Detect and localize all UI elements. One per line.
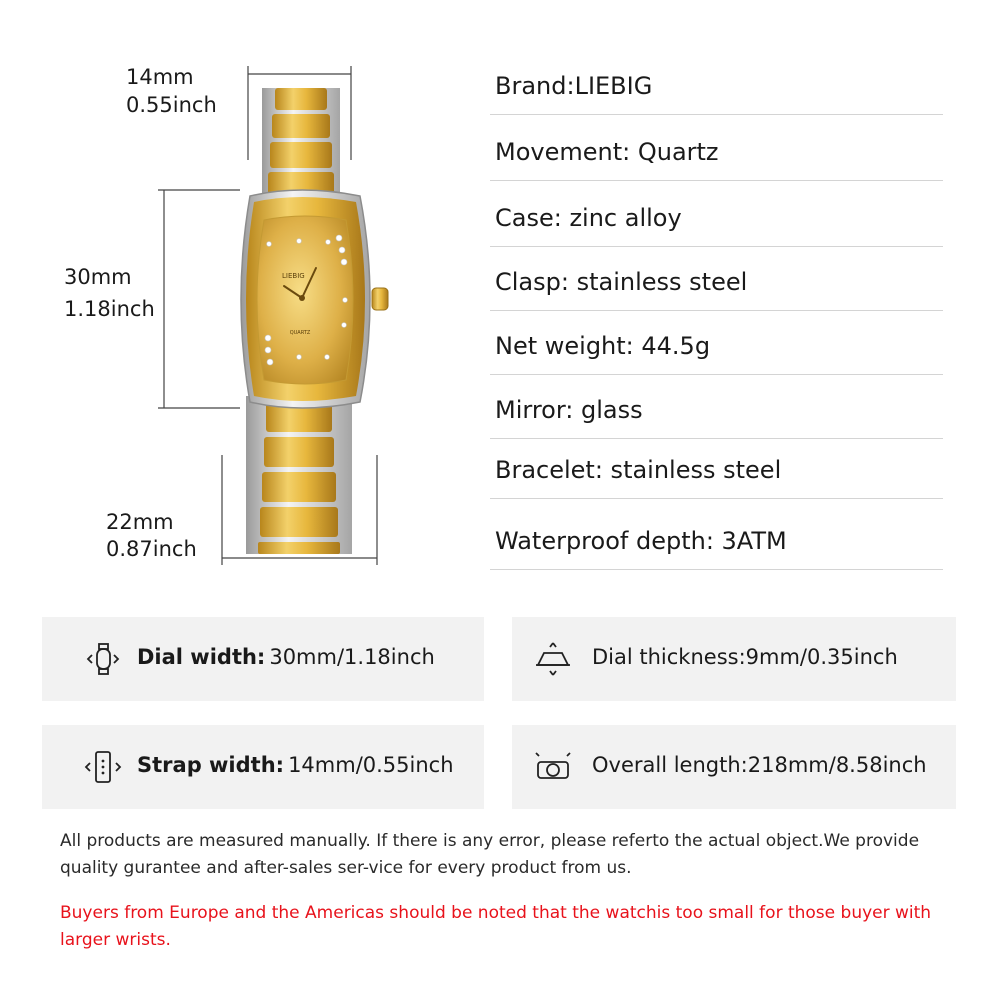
feature-label: Dial width:: [137, 645, 266, 669]
spec-row: [490, 246, 943, 311]
overall-length-icon: [534, 749, 572, 785]
feature-value: 30mm/1.18inch: [269, 645, 435, 669]
feature-value: 218mm/8.58inch: [747, 753, 927, 777]
feature-overall-length: [512, 725, 956, 809]
spec-movement: Movement: Quartz: [495, 138, 719, 166]
warning-text: Buyers from Europe and the Americas should be noted that the watchis too small for those buyer with larger wrists.: [60, 903, 932, 950]
strap-dim-mm: 14mm: [126, 65, 194, 89]
feature-value: 14mm/0.55inch: [288, 753, 454, 777]
spec-row: [490, 505, 943, 570]
spec-waterproof: Waterproof depth: 3ATM: [495, 527, 787, 555]
strap-dim-inch: 0.55inch: [126, 93, 217, 117]
spec-row: [490, 434, 943, 499]
spec-case: Case: zinc alloy: [495, 204, 682, 232]
dial-model: QUARTZ: [289, 330, 311, 336]
spec-bracelet: Bracelet: stainless steel: [495, 456, 782, 484]
feature-strap-width: [42, 725, 484, 809]
spec-row: [490, 116, 943, 181]
spec-mirror: Mirror: glass: [495, 396, 643, 424]
bottom-dim-mm: 22mm: [106, 510, 174, 534]
case-dim-inch: 1.18inch: [64, 297, 155, 321]
spec-row: [490, 50, 943, 115]
dial-width-icon: [84, 641, 122, 677]
watch-image: [150, 55, 410, 580]
spec-row: [490, 182, 943, 247]
spec-clasp: Clasp: stainless steel: [495, 268, 748, 296]
feature-label: Overall length:: [592, 753, 748, 777]
lower-bracelet: [246, 396, 352, 554]
feature-dial-width: [42, 617, 484, 701]
spec-row: [490, 374, 943, 439]
disclaimer-text: All products are measured manually. If there is any error, please referto the actual object.We provide quality gurantee and after-sales ser-vice for every product from us.: [60, 831, 920, 878]
crown: [372, 288, 388, 310]
strap-width-icon: [84, 749, 122, 785]
feature-label: Dial thickness:: [592, 645, 746, 669]
feature-dial-thickness: [512, 617, 956, 701]
dial-thickness-icon: [534, 641, 572, 677]
spec-brand: Brand:LIEBIG: [495, 72, 653, 100]
spec-net-weight: Net weight: 44.5g: [495, 332, 711, 360]
dial-brand: LIEBIG: [282, 272, 305, 280]
feature-label: Strap width:: [137, 753, 285, 777]
feature-value: 9mm/0.35inch: [745, 645, 898, 669]
case-dim-mm: 30mm: [64, 265, 132, 289]
spec-row: [490, 310, 943, 375]
bottom-dim-inch: 0.87inch: [106, 537, 197, 561]
